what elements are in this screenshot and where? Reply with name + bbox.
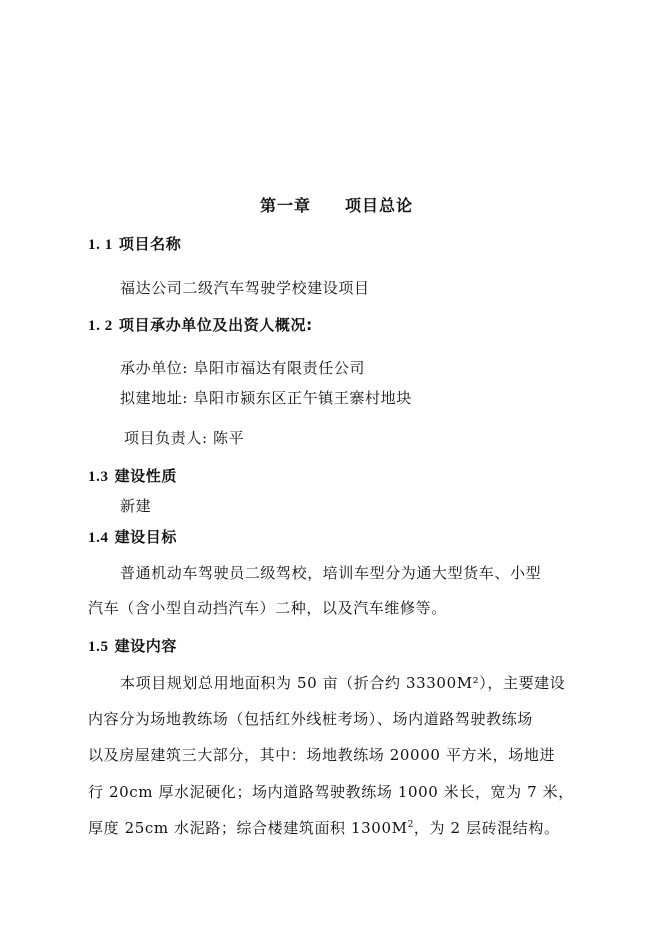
superscript-two: 2: [407, 820, 414, 830]
chapter-label: 第一章: [260, 196, 312, 215]
goal-line-1: 普通机动车驾驶员二级驾校，培训车型分为通大型货车、小型: [120, 564, 542, 582]
section-heading-1-5: [88, 636, 177, 657]
address-text: 拟建地址: 阜阳市颍东区正午镇王寨村地块: [120, 389, 412, 407]
section-heading-1-3: [88, 466, 177, 487]
section-number: 1.4: [88, 530, 109, 546]
content-line-5: [88, 818, 560, 838]
section-heading-1-2: [88, 315, 313, 336]
section-title: 建设内容: [114, 637, 177, 655]
chapter-heading: [260, 196, 413, 216]
nature-text: 新建: [120, 497, 152, 515]
content-line-5-text-b: ，为 2 层砖混结构。: [413, 819, 560, 837]
goal-line-2: 汽车（含小型自动挡汽车）二种，以及汽车维修等。: [88, 599, 447, 617]
section-number: 1.5: [88, 639, 109, 655]
section-number: 1. 2: [88, 318, 113, 334]
section-heading-1-4: [88, 527, 177, 548]
section-title: 建设性质: [114, 467, 177, 485]
section-title: 项目名称: [118, 235, 182, 253]
leader-text: 项目负责人: 陈平: [124, 429, 245, 447]
section-number: 1. 1: [88, 237, 113, 253]
section-heading-1-1: [88, 234, 181, 255]
content-line-5-text-a: 厚度 25cm 水泥路；综合楼建筑面积 1300M: [88, 819, 408, 837]
content-line-1: 本项目规划总用地面积为 50 亩（折合约 33300M²），主要建设: [120, 674, 566, 692]
chapter-title: 项目总论: [345, 196, 414, 215]
section-title: 项目承办单位及出资人概况:: [118, 316, 313, 334]
project-name-text: 福达公司二级汽车驾驶学校建设项目: [120, 279, 370, 297]
section-title: 建设目标: [114, 528, 177, 546]
section-number: 1.3: [88, 469, 109, 485]
content-line-3: 以及房屋建筑三大部分，其中：场地教练场 20000 平方米，场地进: [88, 746, 556, 764]
content-line-2: 内容分为场地教练场（包括红外线桩考场）、场内道路驾驶教练场: [88, 710, 533, 728]
content-line-4: 行 20cm 厚水泥硬化；场内道路驾驶教练场 1000 米长，宽为 7 米，: [88, 783, 574, 801]
sponsor-text: 承办单位: 阜阳市福达有限责任公司: [120, 359, 366, 377]
